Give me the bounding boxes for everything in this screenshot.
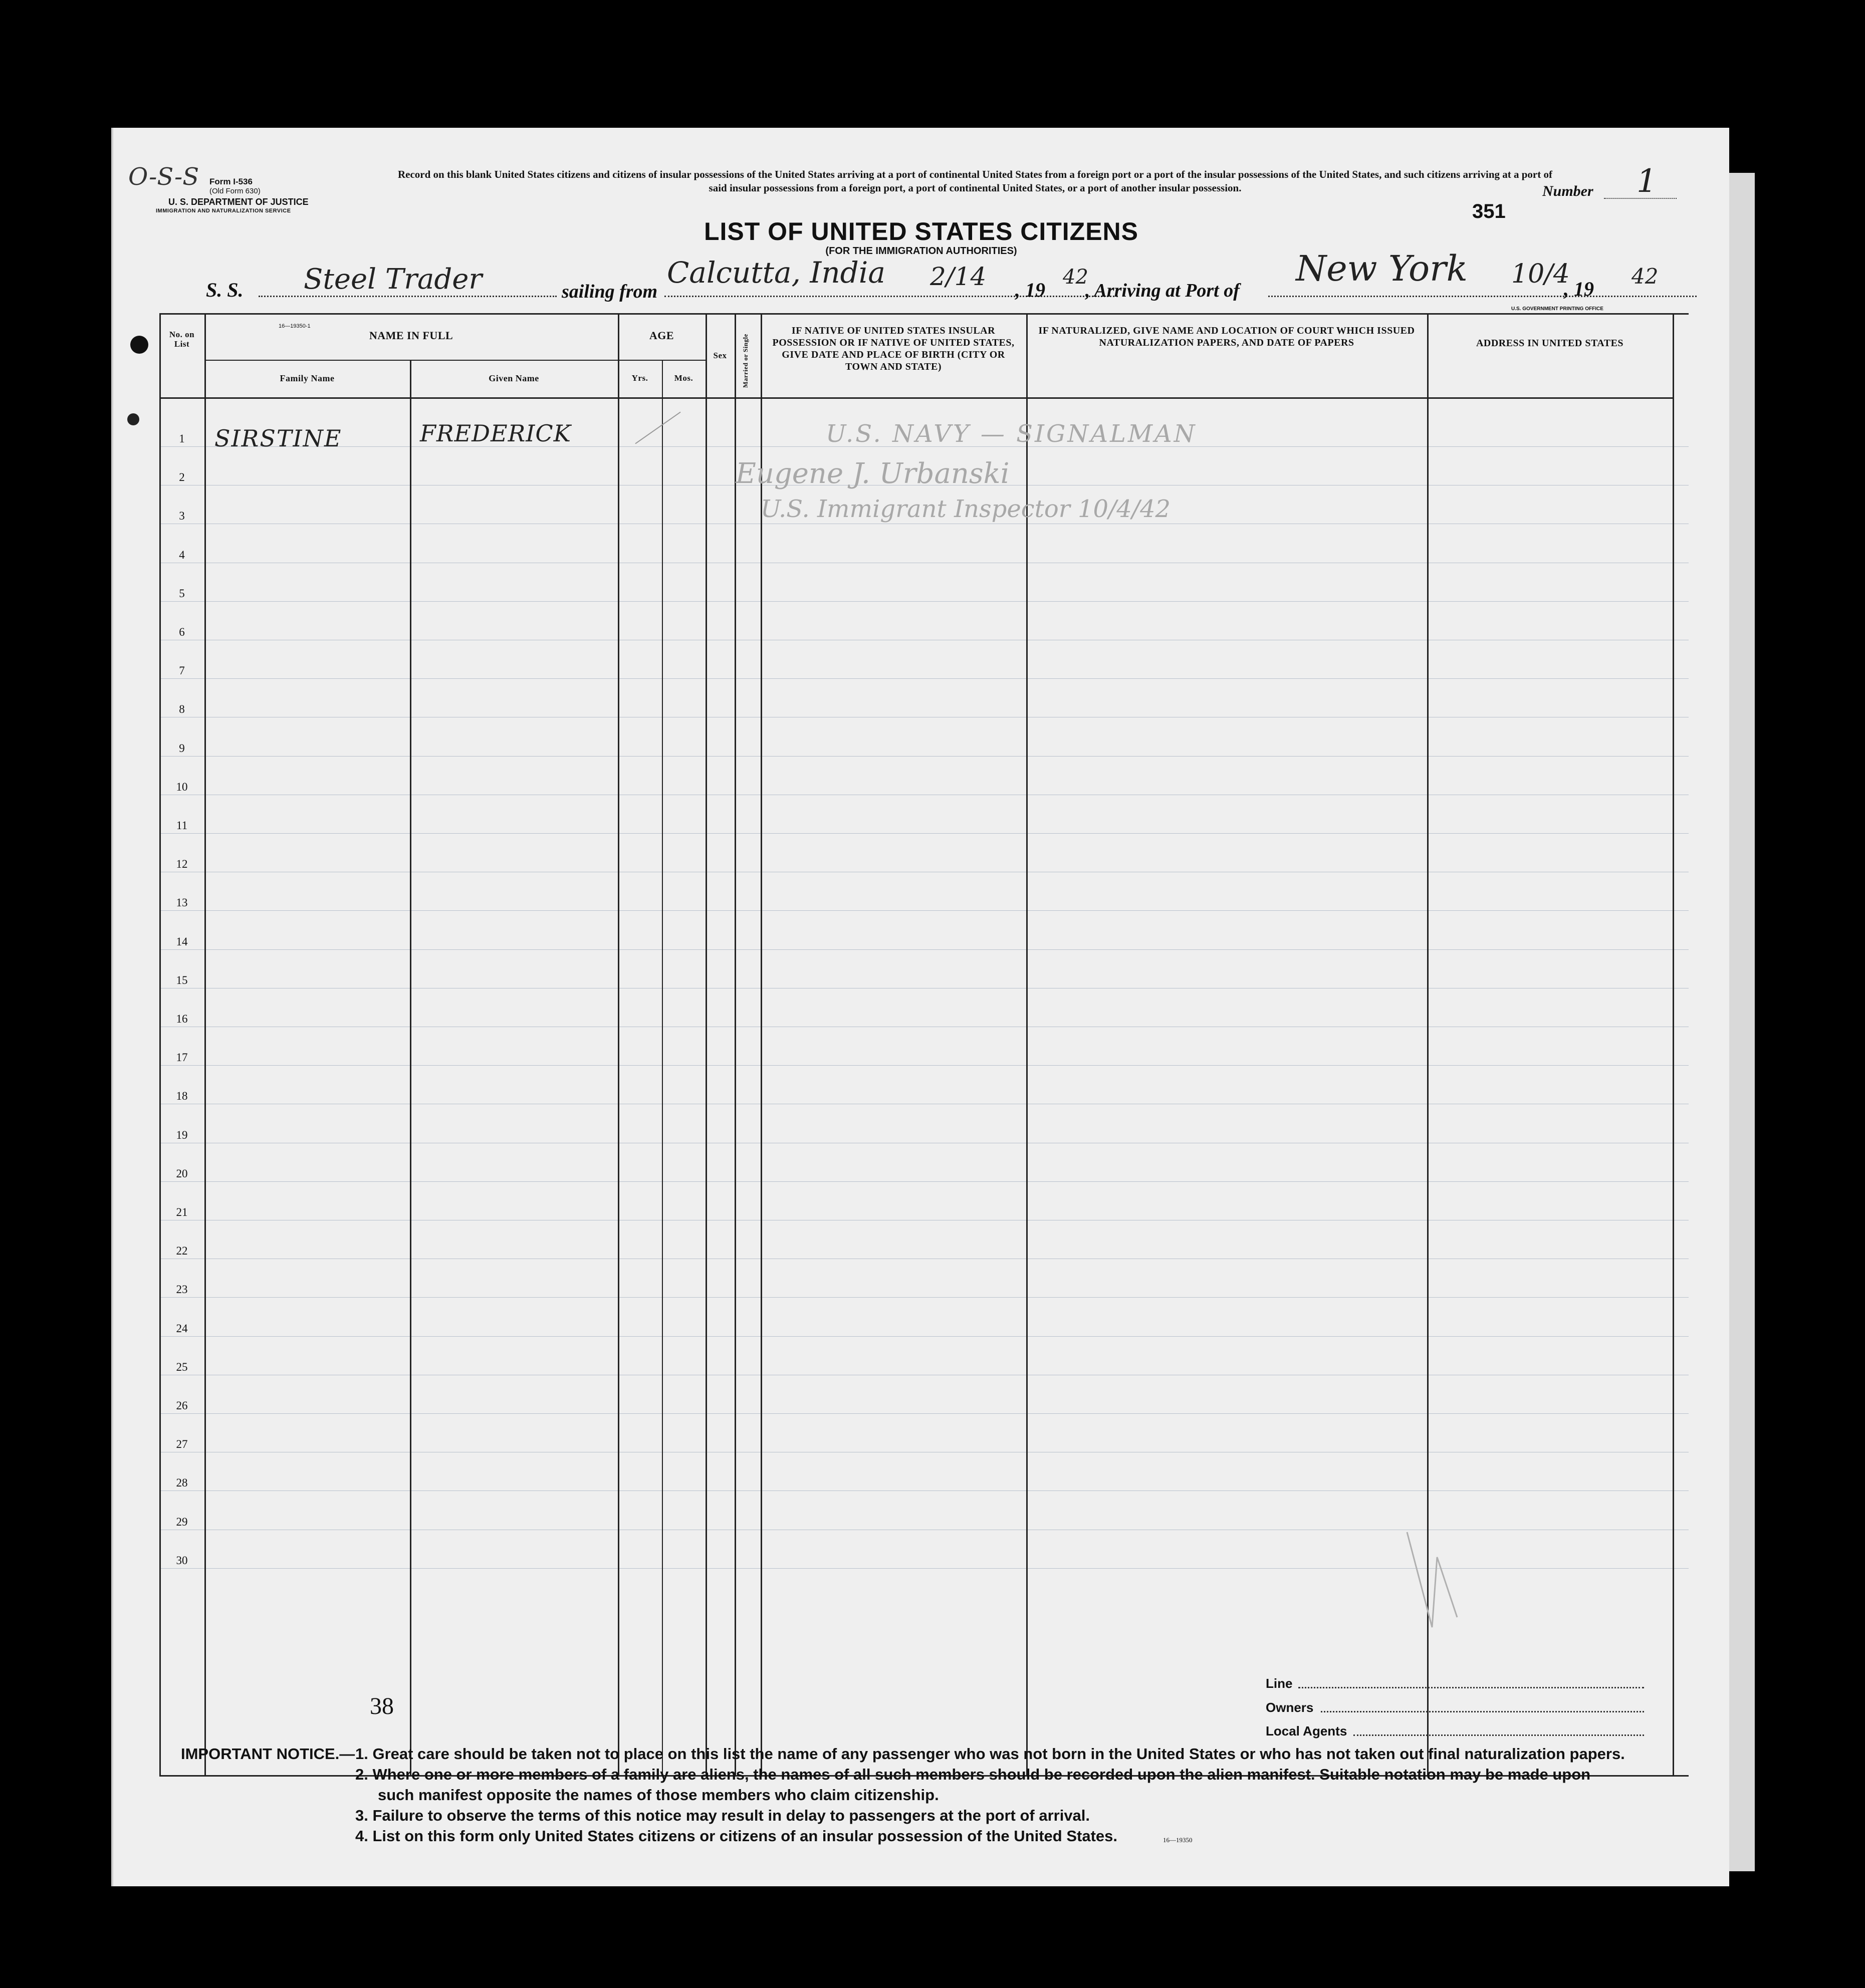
entry-given-name: FREDERICK — [420, 420, 571, 447]
year-to: 42 — [1631, 264, 1659, 289]
row-rule — [159, 678, 1689, 679]
row-number: 30 — [176, 1554, 188, 1567]
inspector-signature: Eugene J. Urbanski — [736, 457, 1010, 490]
row-number: 15 — [176, 973, 188, 986]
arriving-label: , Arriving at Port of — [1085, 280, 1240, 301]
number-value: 1 — [1637, 163, 1657, 200]
notice-item-3: 3. Failure to observe the terms of this notice may result in delay to passengers at the port of arrival. — [355, 1807, 1090, 1824]
row-number: 3 — [179, 510, 185, 523]
pencil-scribble — [1402, 1527, 1462, 1637]
col-given-name: Given Name — [489, 373, 539, 383]
service: IMMIGRATION AND NATURALIZATION SERVICE — [156, 208, 291, 214]
col-name-in-full: NAME IN FULL — [369, 329, 453, 342]
year-prefix-to: , 19 — [1564, 278, 1594, 300]
manifest-table — [159, 313, 1689, 1777]
row-number: 20 — [176, 1167, 188, 1180]
notice-item-2: 2. Where one or more members of a family are aliens, the names of all such members should be recorded upon the alien manifest. Suitable notation may be made upon — [355, 1766, 1591, 1783]
form-number: Form I-536 — [209, 177, 253, 186]
col-sex: Sex — [713, 351, 727, 360]
col-age-mos: Mos. — [674, 373, 693, 383]
col-native-birth: IF NATIVE OF UNITED STATES INSULAR POSSESSION OR IF NATIVE OF UNITED STATES, GIVE DATE AND PLACE OF BIRTH (CITY OR TOWN AND STATE) — [772, 325, 1015, 372]
row-number: 24 — [176, 1322, 188, 1335]
col-family-name: Family Name — [280, 373, 335, 383]
row-number: 2 — [179, 471, 185, 484]
instructions-text: Record on this blank United States citizens and citizens of insular possessions of the United States arriving at a port of continental United States from a foreign port or a port of the insular possessions of the United States, and such citizens arriving at a port of said insular possessions from a foreign port, a port of continental United States, or a port of another insular possession. — [398, 168, 1552, 194]
col-age-yrs: Yrs. — [631, 373, 648, 383]
row-number: 27 — [176, 1438, 188, 1451]
row-rule — [159, 1336, 1689, 1337]
age-check-mark — [635, 412, 680, 444]
row-number: 10 — [176, 780, 188, 793]
row-rule — [159, 1413, 1689, 1414]
page-subtitle: (FOR THE IMMIGRATION AUTHORITIES) — [825, 245, 1017, 257]
col-no-on-list: No. on List — [169, 330, 195, 349]
row-rule — [159, 1181, 1689, 1182]
date-to: 10/4 — [1511, 259, 1570, 289]
row-number: 23 — [176, 1283, 188, 1296]
row-rule — [159, 949, 1689, 950]
row-number: 7 — [179, 664, 185, 677]
row-rule — [159, 1297, 1689, 1298]
notice-item-1: 1. Great care should be taken not to place on this list the name of any passenger who was not born in the United States or who has not taken out final naturalization papers. — [355, 1745, 1625, 1763]
row-number: 28 — [176, 1476, 188, 1489]
year-prefix-from: , 19 — [1015, 279, 1045, 301]
row-rule — [159, 1490, 1689, 1491]
col-age: AGE — [649, 329, 674, 342]
row-number: 19 — [176, 1128, 188, 1141]
row-number: 5 — [179, 587, 185, 600]
ss-label: S. S. — [206, 279, 244, 301]
row-number: 9 — [179, 741, 185, 755]
row-number: 4 — [179, 548, 185, 561]
row-number: 8 — [179, 703, 185, 716]
department: U. S. DEPARTMENT OF JUSTICE — [168, 197, 309, 207]
port-to: New York — [1296, 248, 1468, 289]
notice-code: 16—19350 — [1163, 1836, 1193, 1844]
row-number: 11 — [176, 819, 188, 832]
year-from: 42 — [1063, 266, 1088, 289]
port-from: Calcutta, India — [667, 256, 885, 290]
row-rule — [159, 910, 1689, 911]
row-number: 18 — [176, 1090, 188, 1103]
ship-underline — [259, 296, 557, 297]
row-number: 6 — [179, 626, 185, 638]
row-number: 12 — [176, 858, 188, 871]
row-rule — [159, 833, 1689, 834]
row-number: 25 — [176, 1360, 188, 1373]
local-agents-label: Local Agents — [1266, 1723, 1347, 1738]
ship-name: Steel Trader — [304, 263, 483, 296]
row-rule — [159, 1065, 1689, 1066]
to-underline — [1268, 296, 1697, 297]
page-title: LIST OF UNITED STATES CITIZENS — [704, 217, 1139, 245]
entry-family-name: SIRSTINE — [214, 425, 342, 452]
owners-field[interactable] — [1321, 1711, 1644, 1712]
col-address: ADDRESS IN UNITED STATES — [1476, 338, 1624, 349]
sailing-label: sailing from — [562, 281, 658, 302]
inspector-title-date: U.S. Immigrant Inspector 10/4/42 — [761, 495, 1171, 523]
number-label: Number — [1542, 183, 1593, 199]
punch-hole — [127, 413, 139, 425]
line-field[interactable] — [1298, 1687, 1644, 1688]
underlying-sheet — [1727, 173, 1755, 1871]
notice-item-2-cont: such manifest opposite the names of those members who claim citizenship. — [378, 1786, 939, 1804]
notice-item-4: 4. List on this form only United States citizens or citizens of an insular possession of the United States. — [355, 1827, 1117, 1845]
row-number: 14 — [176, 935, 188, 948]
row-number: 16 — [176, 1013, 188, 1025]
entry-note-navy: U.S. NAVY — SIGNALMAN — [826, 420, 1197, 448]
row-number: 1 — [179, 432, 185, 445]
manifest-page — [111, 128, 1729, 1886]
row-number: 21 — [176, 1206, 188, 1218]
col-naturalized: IF NATURALIZED, GIVE NAME AND LOCATION OF COURT WHICH ISSUED NATURALIZATION PAPERS, AND DATE OF PAPERS — [1038, 325, 1415, 348]
col-married: Married or Single — [742, 334, 749, 388]
tally-number: 38 — [370, 1693, 394, 1719]
row-number: 13 — [176, 896, 188, 909]
punch-hole — [130, 336, 148, 354]
notice-heading: IMPORTANT NOTICE.— — [181, 1745, 355, 1763]
local-agents-field[interactable] — [1353, 1734, 1644, 1736]
date-from: 2/14 — [930, 262, 987, 291]
row-number: 22 — [176, 1245, 188, 1258]
row-number: 29 — [176, 1515, 188, 1528]
form-code: 16—19350-1 — [279, 323, 311, 329]
row-rule — [159, 756, 1689, 757]
row-number: 17 — [176, 1051, 188, 1064]
from-underline — [664, 296, 1118, 297]
row-number: 26 — [176, 1399, 188, 1412]
line-label: Line — [1266, 1676, 1293, 1691]
page-number: 351 — [1472, 200, 1506, 222]
printer-note: U.S. GOVERNMENT PRINTING OFFICE — [1511, 306, 1603, 312]
old-form: (Old Form 630) — [209, 187, 261, 195]
row-rule — [159, 601, 1689, 602]
stamp-mark: O-S-S — [128, 163, 199, 191]
owners-label: Owners — [1266, 1700, 1314, 1715]
